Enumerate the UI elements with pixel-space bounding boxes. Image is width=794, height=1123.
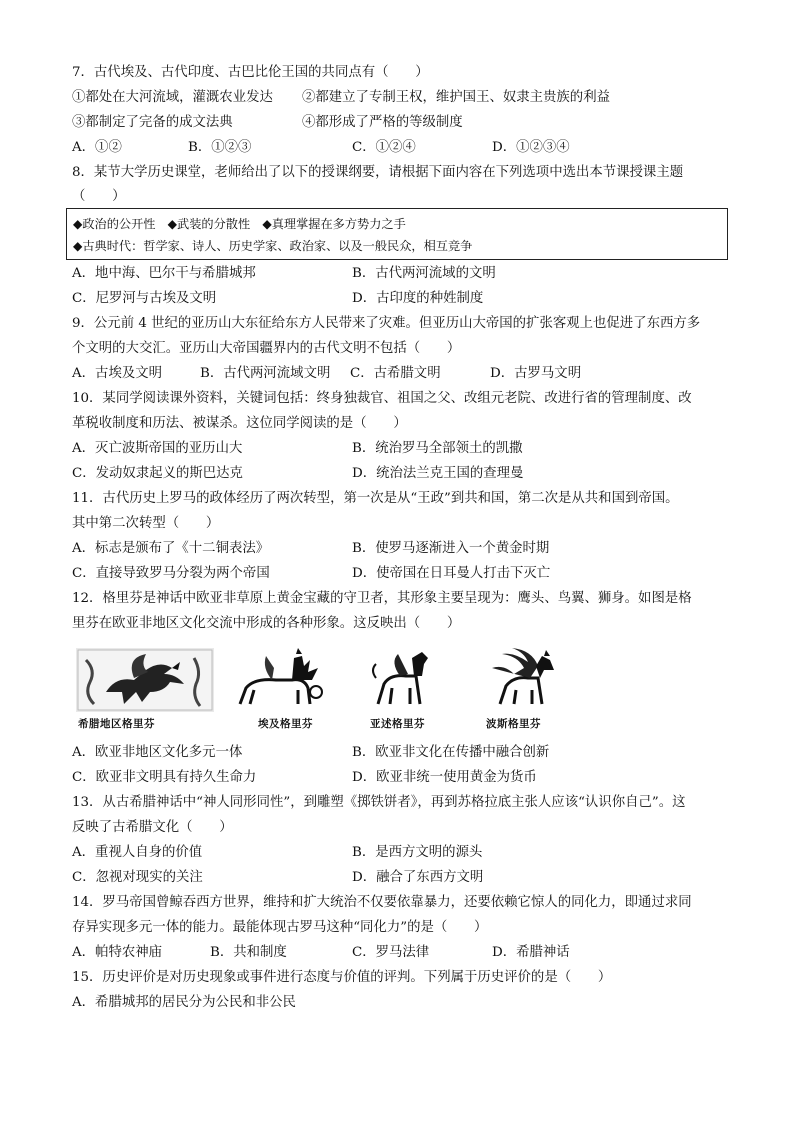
q10-option-d[interactable]: D．统治法兰克王国的查理曼 [352,466,524,481]
q7-item-2: ②都建立了专制王权，维护国王、奴隶主贵族的利益 [302,90,610,105]
q14-option-c[interactable]: C．罗马法律 [352,945,430,960]
q7-item-4: ④都形成了严格的等级制度 [302,115,463,130]
q9-option-c[interactable]: C．古希腊文明 [350,366,441,381]
q8-stem-line-1: 8．某节大学历史课堂，老师给出了以下的授课纲要，请根据下面内容在下列选项中选出本节课授课主题 [72,165,684,180]
q9-option-a[interactable]: A．古埃及文明 [72,366,163,381]
q9-option-b[interactable]: B．古代两河流域文明 [200,366,331,381]
q11-option-b[interactable]: B．使罗马逐渐进入一个黄金时期 [352,541,550,556]
q7-option-d[interactable]: D．①②③④ [492,140,570,155]
q13-stem-line-2: 反映了古希腊文化（ ） [72,820,233,835]
q12-option-d[interactable]: D．欧亚非统一使用黄金为货币 [352,770,537,785]
greek-griffin-caption: 希腊地区格里芬 [78,718,155,730]
q8-option-c[interactable]: C．尼罗河与古埃及文明 [72,291,217,306]
q7-item-1: ①都处在大河流域，灌溉农业发达 [72,90,273,105]
q14-option-d[interactable]: D．希腊神话 [492,945,570,960]
q8-option-d[interactable]: D．古印度的种姓制度 [352,291,484,306]
q14-stem-line-2: 存异实现多元一体的能力。最能体现古罗马这种“同化力”的是（ ） [72,920,488,935]
q11-stem-line-2: 其中第二次转型（ ） [72,516,220,531]
q12-stem-line-1: 12．格里芬是神话中欧亚非草原上黄金宝藏的守卫者，其形象主要呈现为：鹰头、鸟翼、狮身。如图是格 [72,591,692,606]
q13-option-b[interactable]: B．是西方文明的源头 [352,845,483,860]
q11-option-d[interactable]: D．使帝国在日耳曼人打击下灭亡 [352,566,551,581]
assyrian-griffin-caption: 亚述格里芬 [370,718,425,730]
q10-stem-line-1: 10．某同学阅读课外资料，关键词包括：终身独裁官、祖国之父、改组元老院、改进行省的管理制度、改 [72,391,692,406]
q14-option-b[interactable]: B．共和制度 [210,945,287,960]
q12-option-b[interactable]: B．欧亚非文化在传播中融合创新 [352,745,550,760]
q13-stem-line-1: 13．从古希腊神话中“神人同形同性”，到雕塑《掷铁饼者》，再到苏格拉底主张人应该“认识你自己”。这 [72,795,686,810]
q8-option-b[interactable]: B．古代两河流域的文明 [352,266,496,281]
q8-box-line-2: ◆古典时代：哲学家、诗人、历史学家、政治家、以及一般民众，相互竞争 [73,239,473,253]
q10-option-b[interactable]: B．统治罗马全部领土的凯撒 [352,441,523,456]
q7-option-b[interactable]: B．①②③ [188,140,252,155]
q10-option-a[interactable]: A．灭亡波斯帝国的亚历山大 [72,441,243,456]
q12-stem-line-2: 里芬在欧亚非地区文化交流中形成的各种形象。这反映出（ ） [72,616,461,631]
q12-option-c[interactable]: C．欧亚非文明具有持久生命力 [72,770,257,785]
q10-option-c[interactable]: C．发动奴隶起义的斯巴达克 [72,466,243,481]
q9-stem-line-2: 个文明的大交汇。亚历山大帝国疆界内的古代文明不包括（ ） [72,341,461,356]
q12-option-a[interactable]: A．欧亚非地区文化多元一体 [72,745,243,760]
q8-option-a[interactable]: A．地中海、巴尔干与希腊城邦 [72,266,256,281]
q7-stem: 7．古代埃及、古代印度、古巴比伦王国的共同点有（ ） [72,65,429,80]
persian-griffin-caption: 波斯格里芬 [486,718,541,730]
q14-option-a[interactable]: A．帕特农神庙 [72,945,163,960]
q7-item-3: ③都制定了完备的成文法典 [72,115,233,130]
q13-option-a[interactable]: A．重视人自身的价值 [72,845,203,860]
q11-option-a[interactable]: A．标志是颁布了《十二铜表法》 [72,541,270,556]
egyptian-griffin-caption: 埃及格里芬 [258,718,313,730]
q7-option-c[interactable]: C．①②④ [352,140,416,155]
q14-stem-line-1: 14．罗马帝国曾鲸吞西方世界，维持和扩大统治不仅要依靠暴力，还要依赖它惊人的同化力，即通过求同 [72,895,692,910]
q8-outline-box [66,208,728,260]
q8-stem-line-2: （ ） [72,189,126,204]
q15-stem: 15．历史评价是对历史现象或事件进行态度与价值的评判。下列属于历史评价的是（ ） [72,970,612,985]
q9-option-d[interactable]: D．古罗马文明 [490,366,582,381]
q8-box-line-1: ◆政治的公开性 ◆武装的分散性 ◆真理掌握在多方势力之手 [73,217,406,231]
q11-stem-line-1: 11．古代历史上罗马的政体经历了两次转型，第一次是从“王政”到共和国，第二次是从共和国到帝国。 [72,491,679,506]
q13-option-c[interactable]: C．忽视对现实的关注 [72,870,203,885]
q13-option-d[interactable]: D．融合了东西方文明 [352,870,484,885]
q11-option-c[interactable]: C．直接导致罗马分裂为两个帝国 [72,566,270,581]
q9-stem-line-1: 9．公元前 4 世纪的亚历山大东征给东方人民带来了灾难。但亚历山大帝国的扩张客观上也促进了东西方多 [72,316,701,331]
q10-stem-line-2: 革税收制度和历法、被谋杀。这位同学阅读的是（ ） [72,416,407,431]
q7-option-a[interactable]: A．①② [72,140,122,155]
q15-option-a[interactable]: A．希腊城邦的居民分为公民和非公民 [72,995,296,1010]
